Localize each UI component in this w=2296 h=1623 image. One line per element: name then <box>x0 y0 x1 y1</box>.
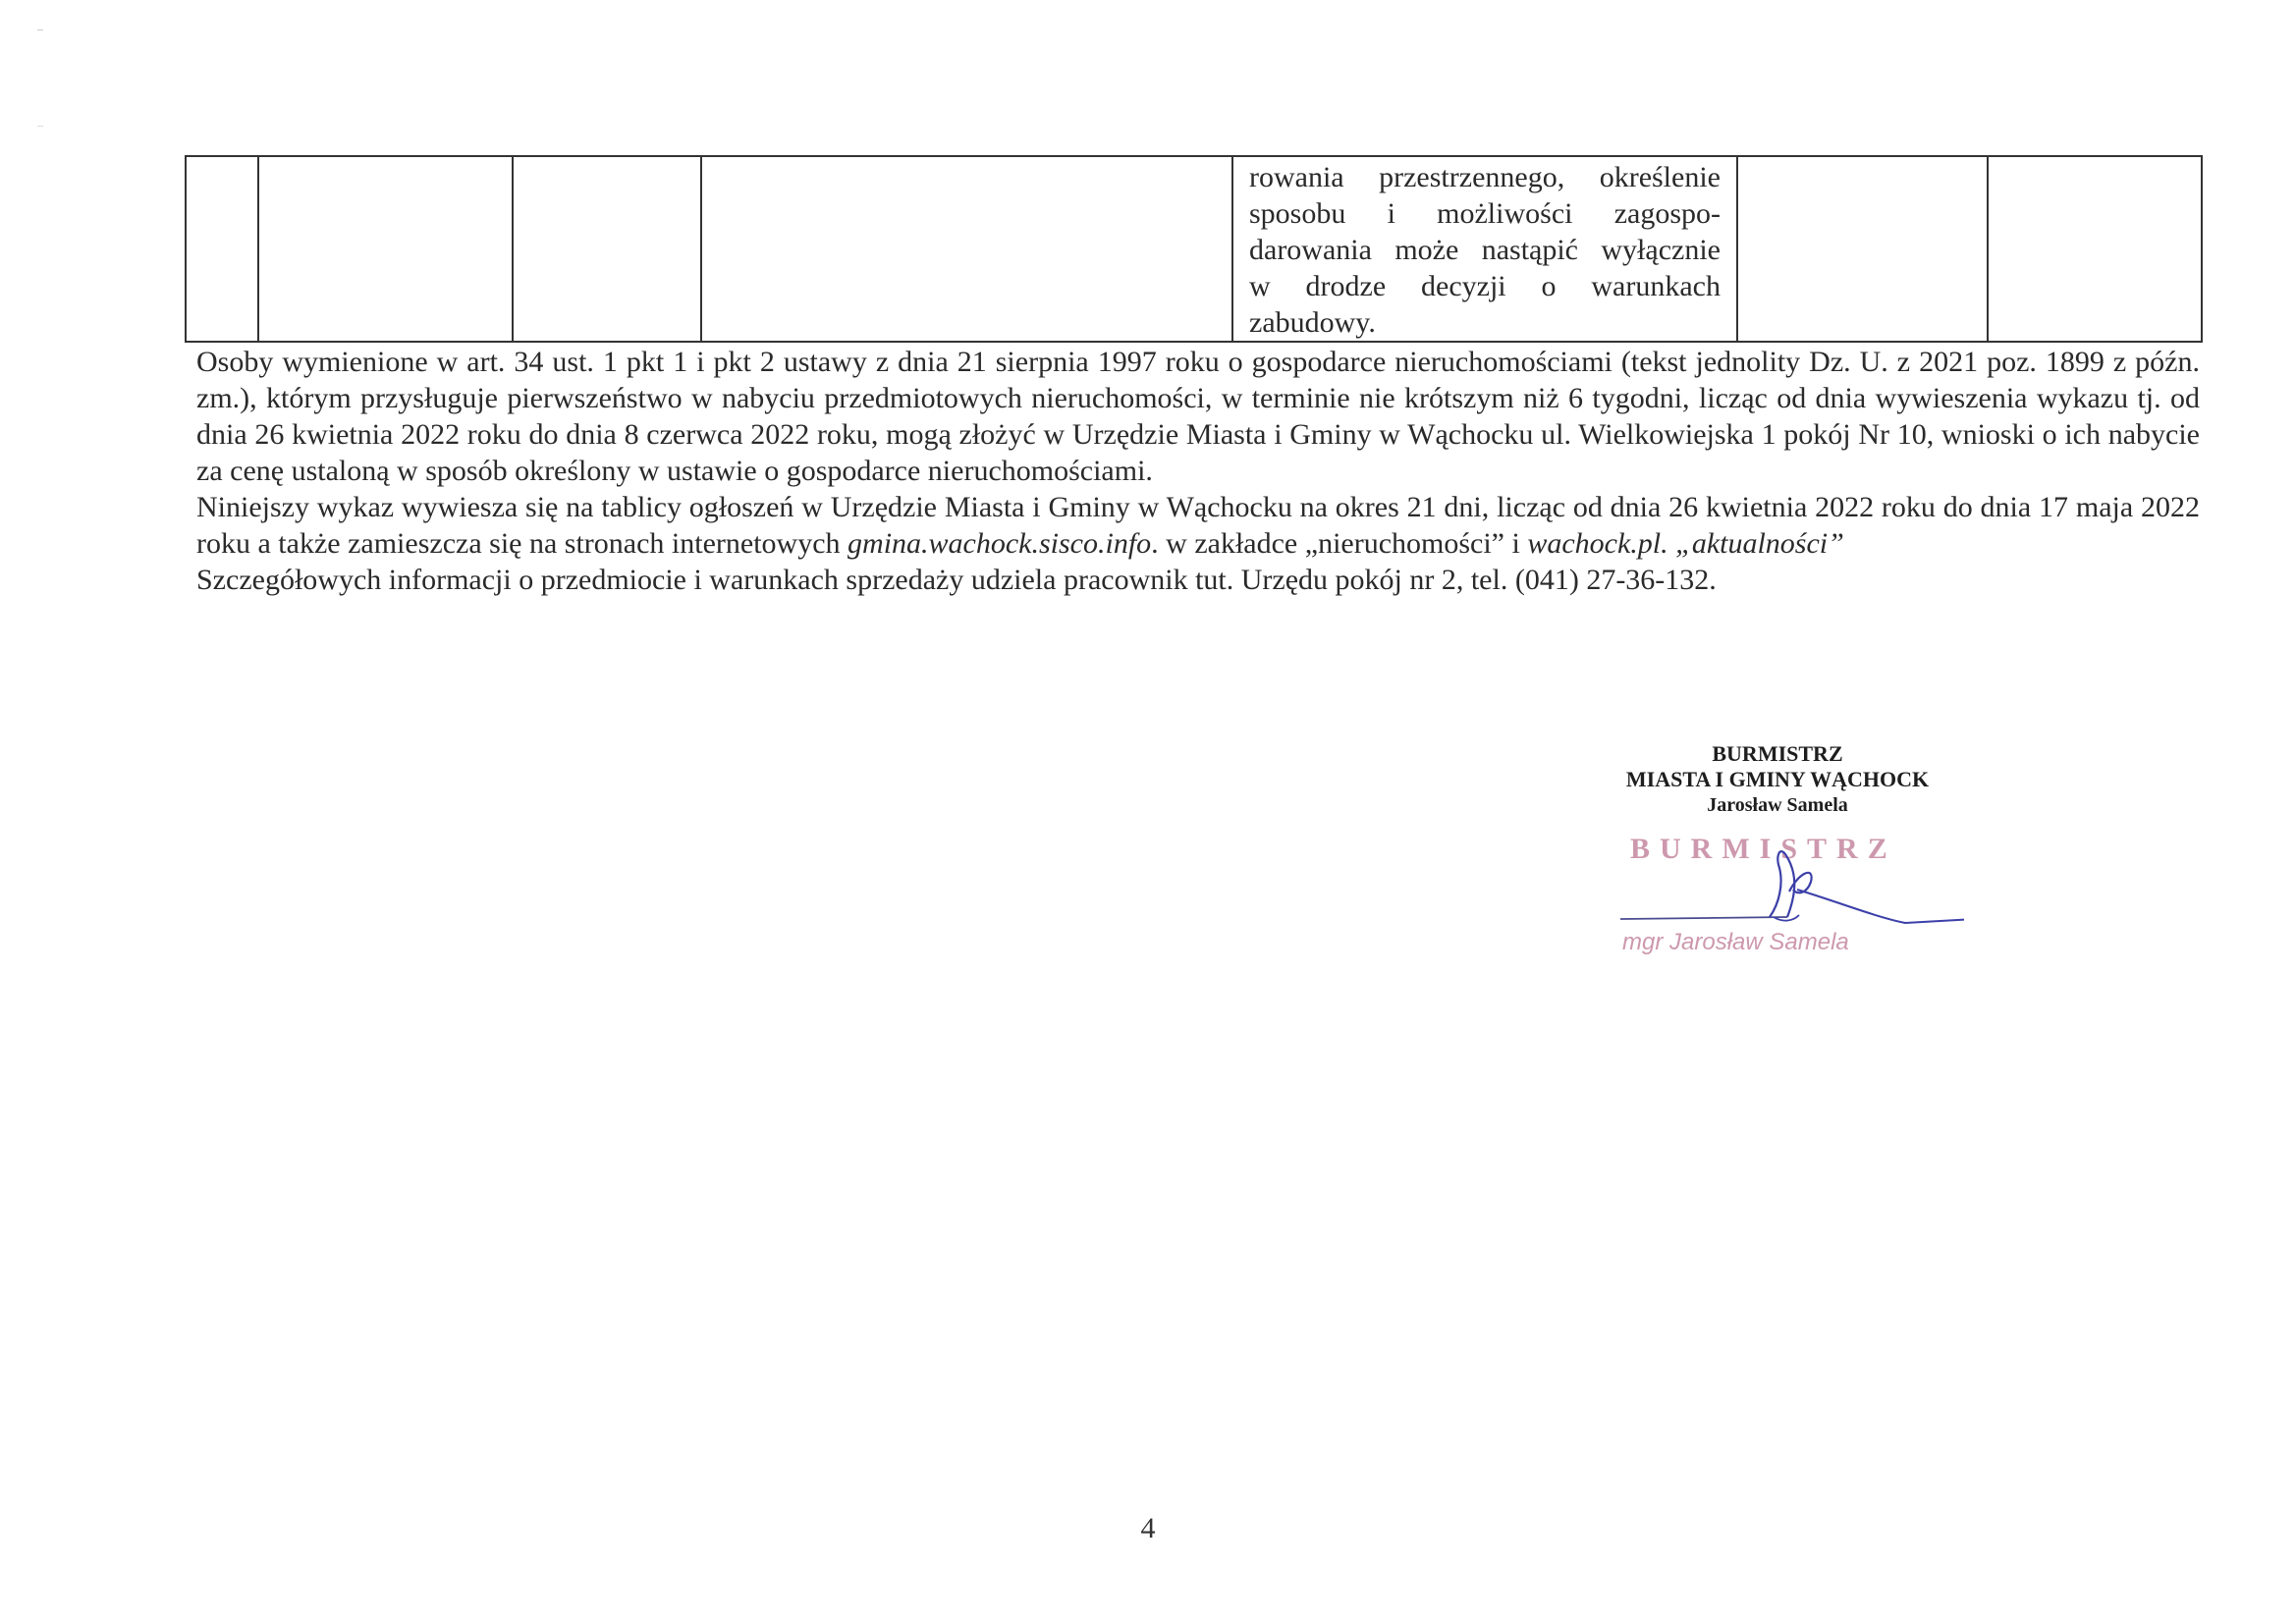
scan-artifact <box>37 29 43 30</box>
publication-text: Niniejszy wykaz wywiesza się na tablicy ogłoszeń w Urzędzie Miasta i Gminy w Wąchocku na okres 21 dni, licząc od dnia 26 kwietnia 2022 roku do dnia 17 maja 2022 roku a także zamieszcza się na stronach internetowych <box>196 491 2200 560</box>
table-cell-description <box>1232 156 1737 342</box>
paragraph-publication <box>196 489 2200 562</box>
description-line: rowania przestrzennego, określenie <box>1249 161 1721 193</box>
description-line: zabudowy. <box>1249 306 1376 339</box>
description-text <box>1233 157 1736 341</box>
paragraph-priority-rights: Osoby wymienione w art. 34 ust. 1 pkt 1 i pkt 2 ustawy z dnia 21 sierpnia 1997 roku o gospodarce nieruchomościami (tekst jednolity Dz. U. z 2021 poz. 1899 z późn. zm.), którym przysługuje pierwszeństwo w nabyciu przedmiotowych nieruchomości, w terminie nie krótszym niż 6 tygodni, licząc od dnia wywieszenia wykazu tj. od dnia 26 kwietnia 2022 roku do dnia 8 czerwca 2022 roku, mogą złożyć w Urzędzie Miasta i Gminy w Wąchocku ul. Wielkowiejska 1 pokój Nr 10, wnioski o ich nabycie za cenę ustaloną w sposób określony w ustawie o gospodarce nieruchomościami. <box>196 346 2200 487</box>
signature-name: Jarosław Samela <box>1707 794 1848 816</box>
table-cell-location <box>701 156 1232 342</box>
table-cell-notes <box>1988 156 2202 342</box>
signature-office: MIASTA I GMINY WĄCHOCK <box>1625 767 1930 791</box>
notice-body <box>196 344 2200 598</box>
description-line: w drodze decyzji o warunkach <box>1249 270 1721 302</box>
official-stamp <box>1611 833 1964 970</box>
website-link-gmina[interactable]: gmina.wachock.sisco.info <box>847 527 1152 560</box>
paragraph-contact: Szczegółowych informacji o przedmiocie i warunkach sprzedaży udziela pracownik tut. Urzędu pokój nr 2, tel. (041) 27-36-132. <box>196 564 1717 596</box>
table-row <box>186 156 2202 342</box>
table-cell-parcel <box>258 156 513 342</box>
website-link-wachock[interactable]: wachock.pl. „aktualności” <box>1527 527 1844 560</box>
page-number: 4 <box>1140 1512 1156 1544</box>
stamp-name: mgr Jarosław Samela <box>1622 929 1849 955</box>
table-cell-price <box>1737 156 1988 342</box>
signature-block <box>1581 741 1974 818</box>
signature-title: BURMISTRZ <box>1712 741 1843 766</box>
scan-artifact <box>37 126 43 127</box>
description-line: darowania może nastąpić wyłącznie <box>1249 234 1721 266</box>
stamp-title: BURMISTRZ <box>1630 833 1897 865</box>
table-cell-lp <box>186 156 258 342</box>
table-cell-area <box>513 156 701 342</box>
property-table-fragment <box>185 155 2203 343</box>
handwritten-signature <box>1611 833 1964 970</box>
publication-text-mid: . w zakładce „nieruchomości” i <box>1151 527 1528 560</box>
description-line: sposobu i możliwości zagospo- <box>1249 197 1721 230</box>
